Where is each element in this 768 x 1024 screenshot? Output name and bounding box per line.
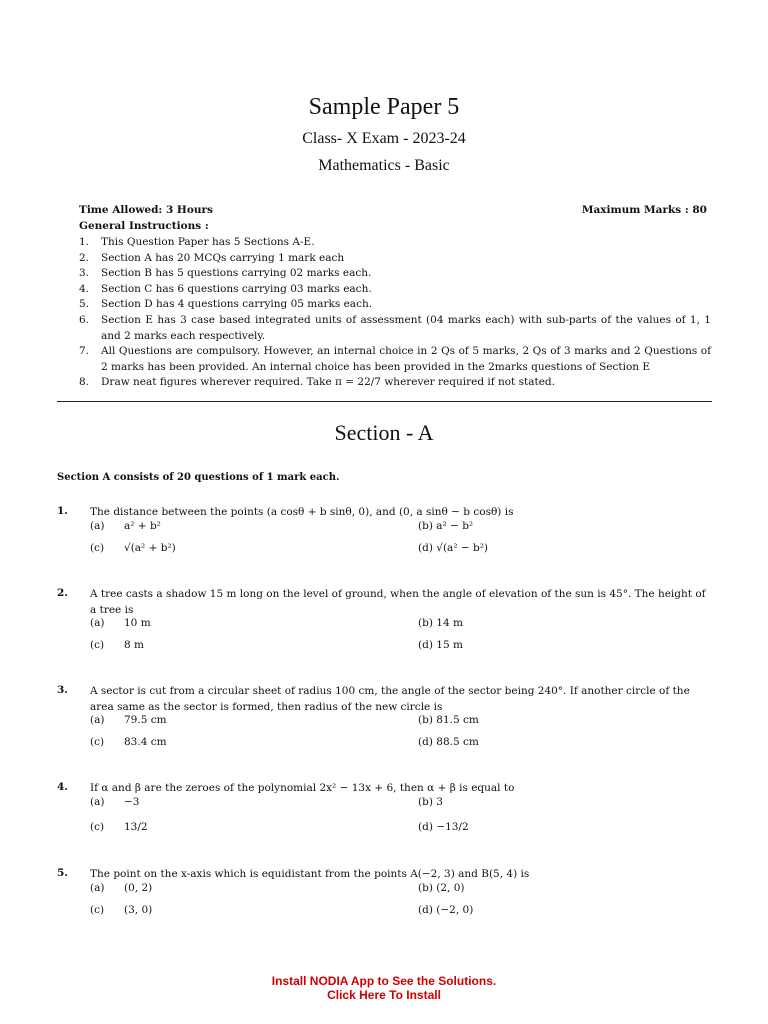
install-line-2[interactable]: Click Here To Install xyxy=(327,988,441,1002)
option-label: (d) xyxy=(418,821,433,833)
option-d xyxy=(418,821,469,833)
option-value: 83.4 cm xyxy=(124,736,167,748)
option-value: −13/2 xyxy=(436,821,469,833)
option-b xyxy=(418,617,463,629)
option-label: (c) xyxy=(90,904,105,916)
instruction-number: 6. xyxy=(79,313,90,326)
question-text: If α and β are the zeroes of the polynomial 2x² − 13x + 6, then α + β is equal to xyxy=(90,782,515,794)
option-c xyxy=(90,736,167,748)
instruction-number: 1. xyxy=(79,236,90,248)
instruction-number: 5. xyxy=(79,298,90,311)
maximum-marks: Maximum Marks : 80 xyxy=(581,204,707,216)
option-value: √(a² − b²) xyxy=(436,542,489,554)
option-label: (d) xyxy=(418,639,433,651)
option-value: 79.5 cm xyxy=(124,714,167,726)
question-number: 2. xyxy=(57,587,68,599)
option-label: (d) xyxy=(418,904,433,916)
instruction-text: Draw neat figures wherever required. Take π = 22/7 wherever required if not stated. xyxy=(101,376,555,389)
option-b xyxy=(418,796,443,808)
general-instructions-label: General Instructions : xyxy=(79,220,209,232)
option-value: 81.5 cm xyxy=(436,714,479,726)
instruction-text: Section D has 4 questions carrying 05 marks each. xyxy=(101,298,373,311)
option-label: (a) xyxy=(90,520,105,532)
option-label: (a) xyxy=(90,617,105,629)
subject-line: Mathematics - Basic xyxy=(318,157,450,174)
instruction-text: Section A has 20 MCQs carrying 1 mark each xyxy=(101,251,345,264)
option-value: −3 xyxy=(124,796,140,808)
option-label: (d) xyxy=(418,542,433,554)
option-a xyxy=(90,617,151,629)
instruction-number: 4. xyxy=(79,282,90,295)
section-title: Section - A xyxy=(334,420,434,445)
option-value: 14 m xyxy=(436,617,463,629)
option-value: (0, 2) xyxy=(124,882,153,894)
option-label: (c) xyxy=(90,542,105,554)
instruction-number: 8. xyxy=(79,376,90,389)
option-d xyxy=(418,542,488,554)
option-label: (b) xyxy=(418,882,433,894)
option-label: (d) xyxy=(418,736,433,748)
option-value: 10 m xyxy=(124,617,151,629)
instruction-number: 3. xyxy=(79,267,90,280)
option-a xyxy=(90,796,139,808)
option-label: (b) xyxy=(418,796,433,808)
question-text: The distance between the points (a cosθ + b sinθ, 0), and (0, a sinθ − b cosθ) is xyxy=(90,506,514,518)
option-label: (c) xyxy=(90,639,105,651)
option-label: (c) xyxy=(90,821,105,833)
question-text: The point on the x-axis which is equidistant from the points A(−2, 3) and B(5, 4) is xyxy=(90,868,530,880)
option-value: a² + b² xyxy=(124,520,161,532)
question-number: 3. xyxy=(57,684,68,696)
instruction-text: This Question Paper has 5 Sections A-E. xyxy=(101,236,315,248)
option-value: (−2, 0) xyxy=(436,904,474,916)
option-value: 13/2 xyxy=(124,821,148,833)
section-note: Section A consists of 20 questions of 1 mark each. xyxy=(57,472,340,483)
option-c xyxy=(90,821,148,833)
option-value: 15 m xyxy=(436,639,463,651)
instruction-text: Section C has 6 questions carrying 03 marks each. xyxy=(101,282,372,295)
question-number: 1. xyxy=(57,505,68,517)
question-text: A tree casts a shadow 15 m long on the level of ground, when the angle of elevation of the sun is 45°. The height of a tree is xyxy=(90,588,706,616)
option-d xyxy=(418,904,473,916)
question-text: A sector is cut from a circular sheet of radius 100 cm, the angle of the sector being 240°. If another circle of the area same as the sector is formed, then radius of the new circle is xyxy=(90,685,690,713)
option-b xyxy=(418,520,473,532)
instruction-item xyxy=(79,282,711,298)
instruction-text: All Questions are compulsory. However, an internal choice in 2 Qs of 5 marks, 2 Qs of 3 marks and 2 Questions of 2 marks has been provided. An internal choice has been provided in the 2marks questions of Section E xyxy=(101,345,711,373)
class-exam-line: Class- X Exam - 2023-24 xyxy=(302,130,466,147)
option-label: (b) xyxy=(418,714,433,726)
option-value: (3, 0) xyxy=(124,904,153,916)
option-d xyxy=(418,736,479,748)
instruction-item xyxy=(79,235,711,251)
option-value: 8 m xyxy=(124,639,144,651)
option-label: (b) xyxy=(418,617,433,629)
paper-title: Sample Paper 5 xyxy=(308,94,460,120)
instruction-item xyxy=(79,313,711,344)
instruction-text: Section B has 5 questions carrying 02 marks each. xyxy=(101,267,372,280)
instruction-item xyxy=(79,251,711,267)
instructions-list xyxy=(79,235,711,391)
option-c xyxy=(90,639,144,651)
option-value: a² − b² xyxy=(436,520,474,532)
option-b xyxy=(418,882,465,894)
option-a xyxy=(90,882,152,894)
option-a xyxy=(90,520,161,532)
option-label: (b) xyxy=(418,520,433,532)
option-label: (a) xyxy=(90,796,105,808)
instruction-text: Section E has 3 case based integrated units of assessment (04 marks each) with sub-parts of the values of 1, 1 and 2 marks each respectively. xyxy=(101,313,711,342)
option-label: (a) xyxy=(90,882,105,894)
instruction-item xyxy=(79,375,711,391)
instruction-item xyxy=(79,344,711,375)
option-d xyxy=(418,639,463,651)
install-app-link[interactable] xyxy=(0,974,768,1002)
instruction-number: 7. xyxy=(79,345,90,358)
instruction-number: 2. xyxy=(79,251,90,264)
section-divider xyxy=(57,401,712,402)
time-allowed: Time Allowed: 3 Hours xyxy=(79,204,213,216)
option-label: (c) xyxy=(90,736,105,748)
option-c xyxy=(90,542,176,554)
install-line-1[interactable]: Install NODIA App to See the Solutions. xyxy=(271,974,497,988)
option-c xyxy=(90,904,152,916)
instruction-item xyxy=(79,266,711,282)
option-value: (2, 0) xyxy=(436,882,465,894)
question-number: 5. xyxy=(57,867,68,879)
option-value: 88.5 cm xyxy=(436,736,479,748)
question-number: 4. xyxy=(57,781,68,793)
option-value: 3 xyxy=(436,796,443,808)
option-value: √(a² + b²) xyxy=(124,542,176,554)
option-b xyxy=(418,714,479,726)
instruction-item xyxy=(79,297,711,313)
option-a xyxy=(90,714,167,726)
option-label: (a) xyxy=(90,714,105,726)
